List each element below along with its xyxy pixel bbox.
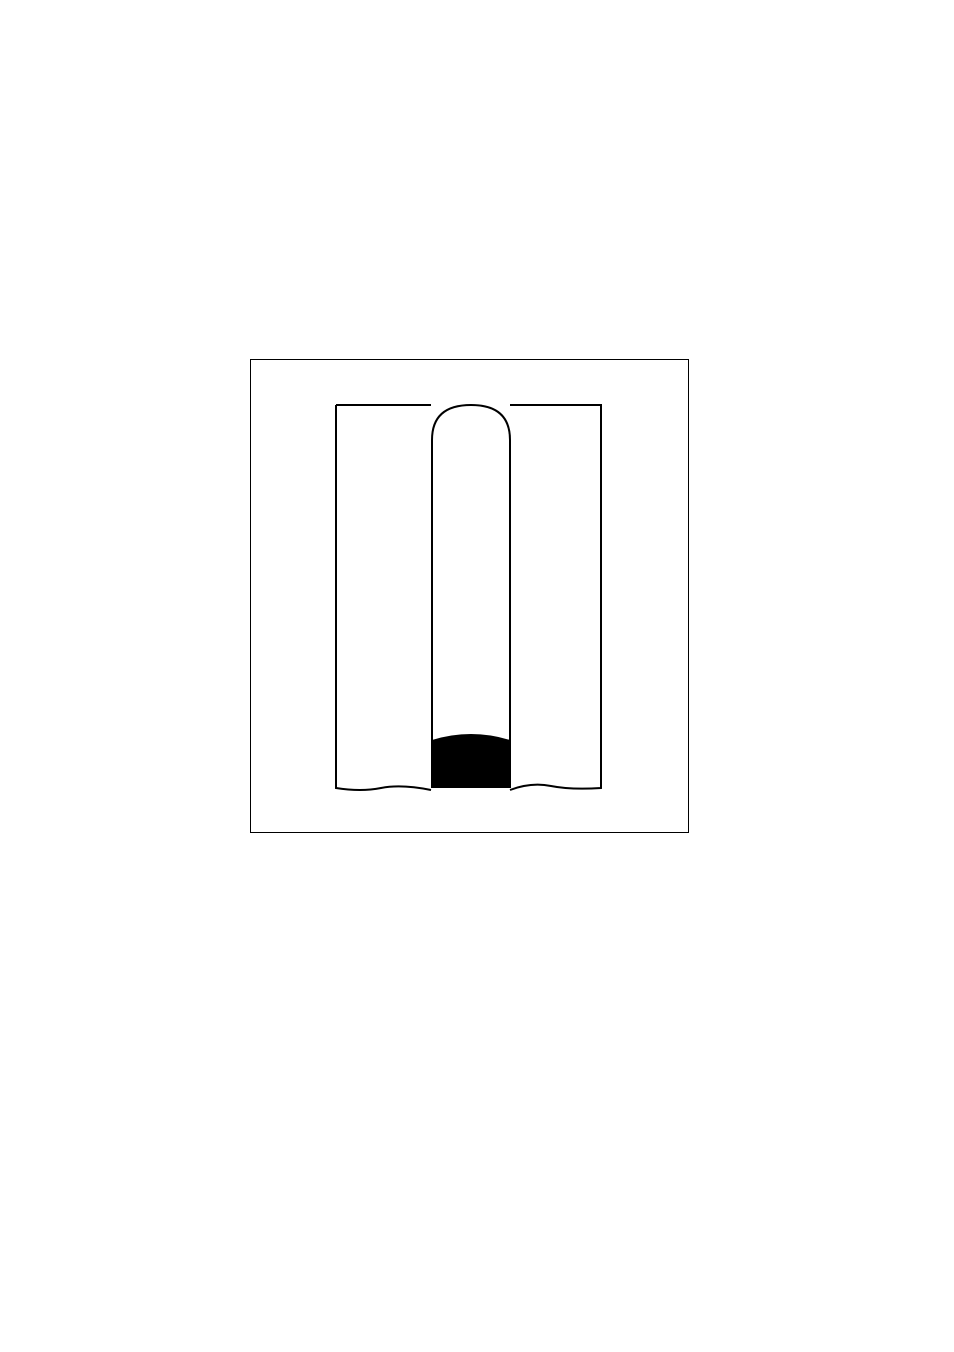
column-outline <box>432 405 510 788</box>
vernier-diagram <box>251 360 690 834</box>
vernier-figure <box>250 359 689 833</box>
mmhg-scale-border <box>336 405 431 790</box>
inhg-scale-border <box>510 405 601 790</box>
mercury-fill <box>432 734 510 788</box>
